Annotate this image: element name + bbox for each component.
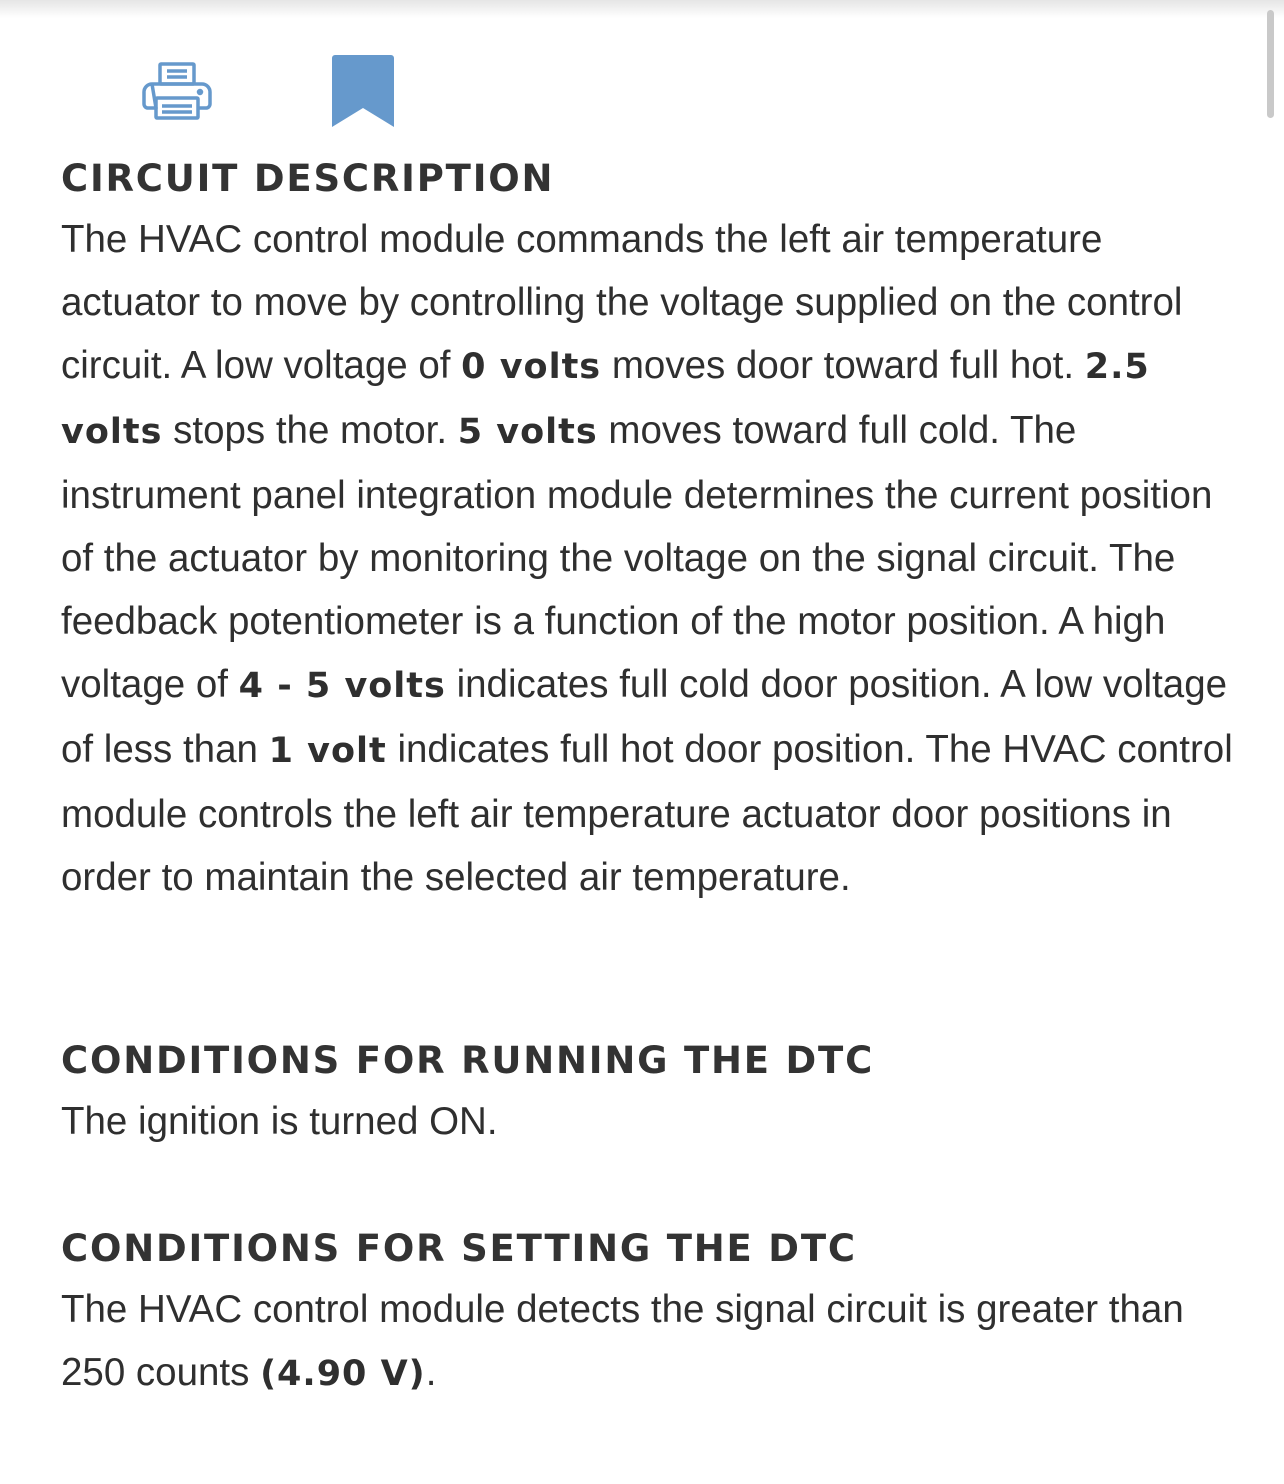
bookmark-icon — [330, 54, 396, 130]
section-heading: CONDITIONS FOR RUNNING THE DTC — [61, 1039, 875, 1082]
body-text: moves toward full cold. The instrument panel integration module determines the current position of the actuator by monitoring the voltage on the signal circuit. The feedback potentiometer is a function of the motor position. A high voltage of — [61, 409, 1213, 706]
body-text: stops the motor. — [162, 409, 458, 452]
print-button[interactable] — [140, 60, 214, 122]
section-heading: CONDITIONS FOR SETTING THE DTC — [61, 1227, 857, 1270]
section-circuit-description — [61, 150, 1236, 909]
bold-value: (4.90 V) — [260, 1354, 426, 1394]
section-conditions-setting — [61, 1220, 1236, 1406]
printer-icon — [140, 60, 214, 122]
bold-value: 4 - 5 volts — [238, 666, 446, 706]
bold-value: 1 volt — [268, 731, 387, 771]
body-text: indicates full cold door position. A low voltage of less than — [61, 663, 1228, 771]
section-heading: CIRCUIT DESCRIPTION — [61, 157, 555, 200]
toolbar — [140, 54, 410, 130]
body-text: The HVAC control module detects the signal circuit is greater than 250 counts — [61, 1288, 1184, 1394]
bold-value: 2.5 volts — [61, 347, 1150, 452]
body-text: The ignition is turned ON. — [61, 1100, 498, 1143]
body-text: moves door toward full hot. — [601, 344, 1085, 387]
body-text: The HVAC control module commands the left air temperature actuator to move by controlling the voltage supplied on the control circuit. A low voltage of — [61, 218, 1183, 387]
body-text: indicates full hot door position. The HVAC control module controls the left air temperature actuator door positions in order to maintain the selected air temperature. — [61, 728, 1233, 899]
section-conditions-running — [61, 1032, 1236, 1153]
top-shadow — [0, 0, 1284, 18]
bold-value: 0 volts — [461, 347, 602, 387]
section-body — [61, 208, 1236, 909]
bold-value: 5 volts — [457, 412, 598, 452]
body-text: . — [425, 1351, 437, 1394]
section-body — [61, 1278, 1236, 1406]
scrollbar[interactable] — [1267, 10, 1274, 118]
bookmark-button[interactable] — [330, 54, 396, 130]
section-body — [61, 1090, 1236, 1153]
